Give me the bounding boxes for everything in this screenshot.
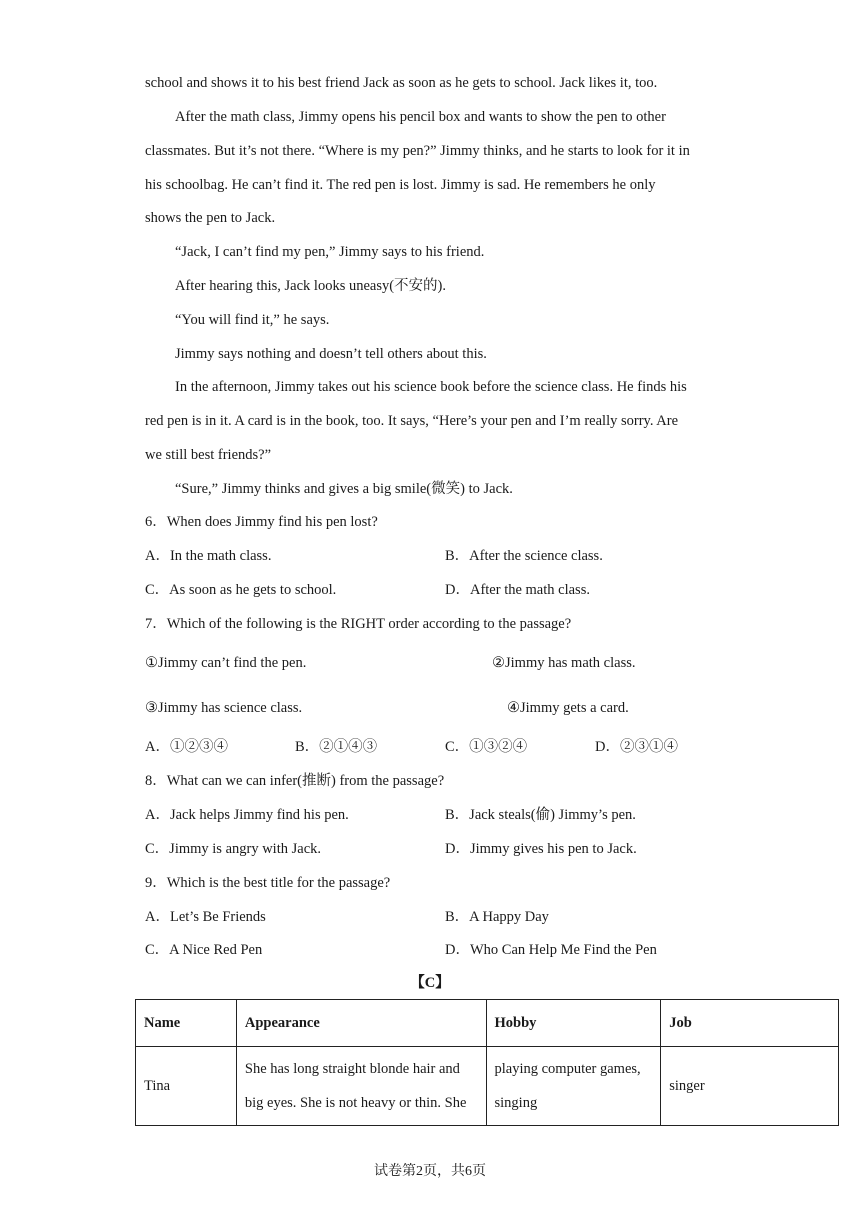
question-7-step-1: ①Jimmy can’t find the pen. (145, 655, 307, 671)
question-7-option-b: B．②①④③ (295, 739, 378, 755)
passage-line: Jimmy says nothing and doesn’t tell others about this. (175, 346, 487, 362)
appearance-line: big eyes. She is not heavy or thin. She (244, 1095, 467, 1111)
passage-line: “Sure,” Jimmy thinks and gives a big smile(微笑) to Jack. (175, 481, 513, 497)
question-9-option-b: B．A Happy Day (445, 909, 549, 925)
question-6-option-d: D．After the math class. (445, 582, 590, 598)
question-6-stem: 6．When does Jimmy find his pen lost? (145, 514, 378, 530)
question-7-stem: 7．Which of the following is the RIGHT order according to the passage? (145, 616, 572, 632)
page-footer: 试卷第2页，共6页 (374, 1164, 486, 1179)
question-9-option-a: A．Let’s Be Friends (145, 909, 266, 925)
question-8-option-b: B．Jack steals(偷) Jimmy’s pen. (445, 807, 636, 823)
question-9-stem: 9．Which is the best title for the passage? (145, 875, 391, 891)
question-8-stem: 8．What can we can infer(推断) from the passage? (145, 773, 445, 789)
table-header-row (136, 1000, 839, 1047)
passage-line: we still best friends?” (145, 447, 272, 463)
question-9-option-d: D．Who Can Help Me Find the Pen (445, 942, 657, 958)
table-row (136, 1047, 839, 1126)
header-appearance: Appearance (236, 1000, 486, 1047)
header-name: Name (136, 1000, 237, 1047)
question-6-option-b: B．After the science class. (445, 548, 603, 564)
question-9-option-c: C．A Nice Red Pen (145, 942, 263, 958)
question-7-option-a: A．①②③④ (145, 739, 228, 755)
passage-line: red pen is in it. A card is in the book, too. It says, “Here’s your pen and I’m really sorry. Are (145, 413, 679, 429)
question-6-option-a: A．In the math class. (145, 548, 272, 564)
question-7-option-d: D．②③①④ (595, 739, 678, 755)
passage-line: “You will find it,” he says. (175, 312, 330, 328)
cell-name: Tina (136, 1047, 237, 1126)
question-7-step-4: ④Jimmy gets a card. (507, 700, 629, 716)
question-6-option-c: C．As soon as he gets to school. (145, 582, 337, 598)
question-7-step-3: ③Jimmy has science class. (145, 700, 303, 716)
passage-line: his schoolbag. He can’t find it. The red pen is lost. Jimmy is sad. He remembers he only (145, 177, 656, 193)
appearance-line: She has long straight blonde hair and (244, 1061, 460, 1077)
cell-hobby (486, 1047, 661, 1126)
passage-line: shows the pen to Jack. (145, 210, 276, 226)
hobby-line: playing computer games, (494, 1061, 641, 1077)
question-8-option-c: C．Jimmy is angry with Jack. (145, 841, 322, 857)
passage-line: In the afternoon, Jimmy takes out his science book before the science class. He finds his (175, 379, 687, 395)
passage-line: After the math class, Jimmy opens his pencil box and wants to show the pen to other (175, 109, 666, 125)
passage-line: “Jack, I can’t find my pen,” Jimmy says to his friend. (175, 244, 485, 260)
question-8-option-d: D．Jimmy gives his pen to Jack. (445, 841, 637, 857)
profile-table (135, 999, 839, 1126)
question-7-step-2: ②Jimmy has math class. (492, 655, 636, 671)
passage-line: After hearing this, Jack looks uneasy(不安的). (175, 278, 447, 294)
question-7-option-c: C．①③②④ (445, 739, 528, 755)
passage-line: school and shows it to his best friend Jack as soon as he gets to school. Jack likes it, too. (145, 75, 658, 91)
question-8-option-a: A．Jack helps Jimmy find his pen. (145, 807, 349, 823)
header-job: Job (661, 1000, 839, 1047)
passage-line: classmates. But it’s not there. “Where is my pen?” Jimmy thinks, and he starts to look for it in (145, 143, 690, 159)
section-c-title: 【C】 (410, 975, 450, 991)
cell-job: singer (661, 1047, 839, 1126)
cell-appearance (236, 1047, 486, 1126)
hobby-line: singing (494, 1095, 538, 1111)
header-hobby: Hobby (486, 1000, 661, 1047)
